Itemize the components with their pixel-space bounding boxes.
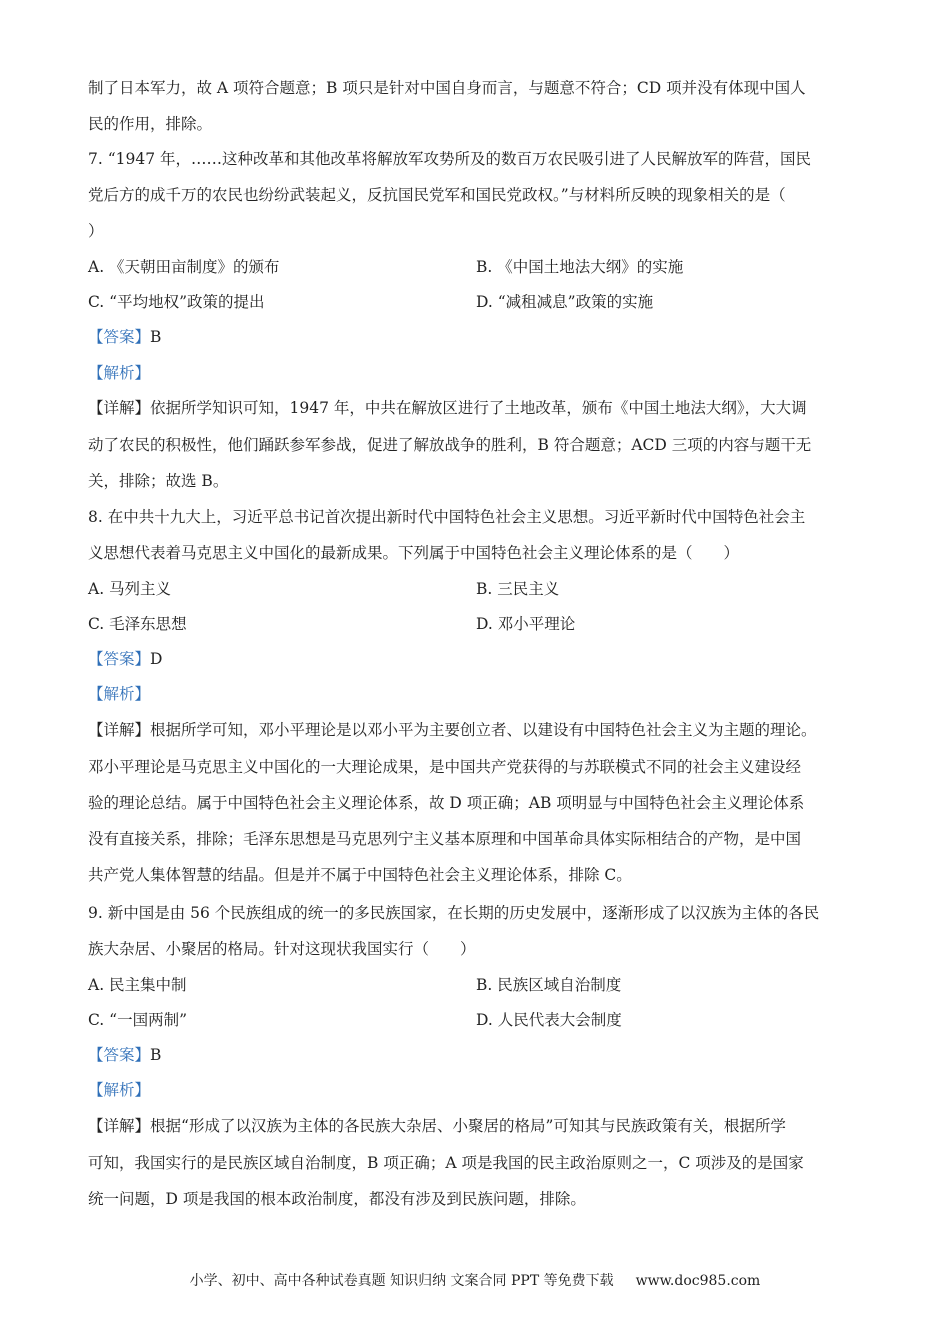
- q9-option-a: A. 民主集中制: [88, 976, 187, 994]
- q7-answer: [88, 327, 161, 347]
- q7-option-b: B. 《中国土地法大纲》的实施: [476, 258, 684, 276]
- q9-option-b: B. 民族区域自治制度: [476, 976, 622, 994]
- q9-stem-line-2: 族大杂居、小聚居的格局。针对这现状我国实行（ ）: [88, 940, 476, 958]
- q8-stem-line-2: 义思想代表着马克思主义中国化的最新成果。下列属于中国特色社会主义理论体系的是（ ）: [88, 544, 740, 562]
- detail-tag: 【详解】: [88, 1117, 151, 1135]
- detail-tag: 【详解】: [88, 399, 151, 417]
- q9-stem-line-1: 9. 新中国是由 56 个民族组成的统一的多民族国家，在长期的历史发展中，逐渐形成了以汉族为主体的各民: [88, 904, 820, 922]
- answer-value: B: [150, 1046, 162, 1064]
- q8-option-c: C. 毛泽东思想: [88, 615, 187, 633]
- footer-text: 小学、初中、高中各种试卷真题 知识归纳 文案合同 PPT 等免费下载: [189, 1273, 614, 1289]
- q8-option-d: D. 邓小平理论: [476, 615, 576, 633]
- answer-tag: 【答案】: [88, 328, 151, 346]
- q8-detail-line-5: 共产党人集体智慧的结晶。但是并不属于中国特色社会主义理论体系，排除 C。: [88, 866, 632, 884]
- carryover-line-2: 民的作用，排除。: [88, 115, 213, 133]
- q8-detail-line-3: 验的理论总结。属于中国特色社会主义理论体系，故 D 项正确；AB 项明显与中国特色社会主义理论体系: [88, 794, 805, 812]
- q8-detail-line-1: [88, 720, 817, 740]
- q9-detail-line-1: [88, 1116, 786, 1136]
- q8-stem-line-1: 8. 在中共十九大上，习近平总书记首次提出新时代中国特色社会主义思想。习近平新时代中国特色社会主: [88, 508, 806, 526]
- page-footer: [0, 1270, 950, 1290]
- detail-tag: 【详解】: [88, 721, 151, 739]
- q7-option-c: C. “平均地权”政策的提出: [88, 293, 265, 311]
- answer-tag: 【答案】: [88, 1046, 151, 1064]
- q9-answer: [88, 1045, 161, 1065]
- q9-detail-line-3: 统一问题，D 项是我国的根本政治制度，都没有涉及到民族问题，排除。: [88, 1190, 586, 1208]
- carryover-line-1: 制了日本军力，故 A 项符合题意；B 项只是针对中国自身而言，与题意不符合；CD 项并没有体现中国人: [88, 79, 806, 97]
- q7-detail-line-2: 动了农民的积极性，他们踊跃参军参战，促进了解放战争的胜利，B 符合题意；ACD 三项的内容与题干无: [88, 436, 812, 454]
- detail-text: 依据所学知识可知，1947 年，中共在解放区进行了土地改革，颁布《中国土地法大纲》，大大调: [150, 399, 807, 417]
- q8-option-a: A. 马列主义: [88, 580, 172, 598]
- answer-value: B: [150, 328, 162, 346]
- q7-stem-line-1: 7. “1947 年，……这种改革和其他改革将解放军攻势所及的数百万农民吸引进了人民解放军的阵营，国民: [88, 150, 812, 168]
- q8-answer: [88, 649, 162, 669]
- footer-site-link[interactable]: www.doc985.com: [635, 1273, 761, 1289]
- q7-option-a: A. 《天朝田亩制度》的颁布: [88, 258, 280, 276]
- detail-text: 根据“形成了以汉族为主体的各民族大杂居、小聚居的格局”可知其与民族政策有关，根据所学: [150, 1117, 786, 1135]
- q9-analysis-tag: 【解析】: [88, 1081, 151, 1099]
- q8-detail-line-4: 没有直接关系，排除；毛泽东思想是马克思列宁主义基本原理和中国革命具体实际相结合的产物，是中国: [88, 830, 802, 848]
- answer-tag: 【答案】: [88, 650, 151, 668]
- detail-text: 根据所学可知，邓小平理论是以邓小平为主要创立者、以建设有中国特色社会主义为主题的理论。: [150, 721, 817, 739]
- q7-analysis-tag: 【解析】: [88, 364, 151, 382]
- answer-value: D: [150, 650, 163, 668]
- q7-detail-line-1: [88, 398, 807, 418]
- q7-stem-line-3: ）: [88, 222, 104, 240]
- q9-option-c: C. “一国两制”: [88, 1011, 188, 1029]
- q9-detail-line-2: 可知，我国实行的是民族区域自治制度，B 项正确；A 项是我国的民主政治原则之一，C 项涉及的是国家: [88, 1154, 804, 1172]
- q9-option-d: D. 人民代表大会制度: [476, 1011, 622, 1029]
- q8-analysis-tag: 【解析】: [88, 685, 151, 703]
- q8-option-b: B. 三民主义: [476, 580, 560, 598]
- q8-detail-line-2: 邓小平理论是马克思主义中国化的一大理论成果，是中国共产党获得的与苏联模式不同的社会主义建设经: [88, 758, 802, 776]
- q7-detail-line-3: 关，排除；故选 B。: [88, 472, 229, 490]
- q7-stem-line-2: 党后方的成千万的农民也纷纷武装起义，反抗国民党军和国民党政权。”与材料所反映的现象相关的是（: [88, 186, 786, 204]
- q7-option-d: D. “减租减息”政策的实施: [476, 293, 654, 311]
